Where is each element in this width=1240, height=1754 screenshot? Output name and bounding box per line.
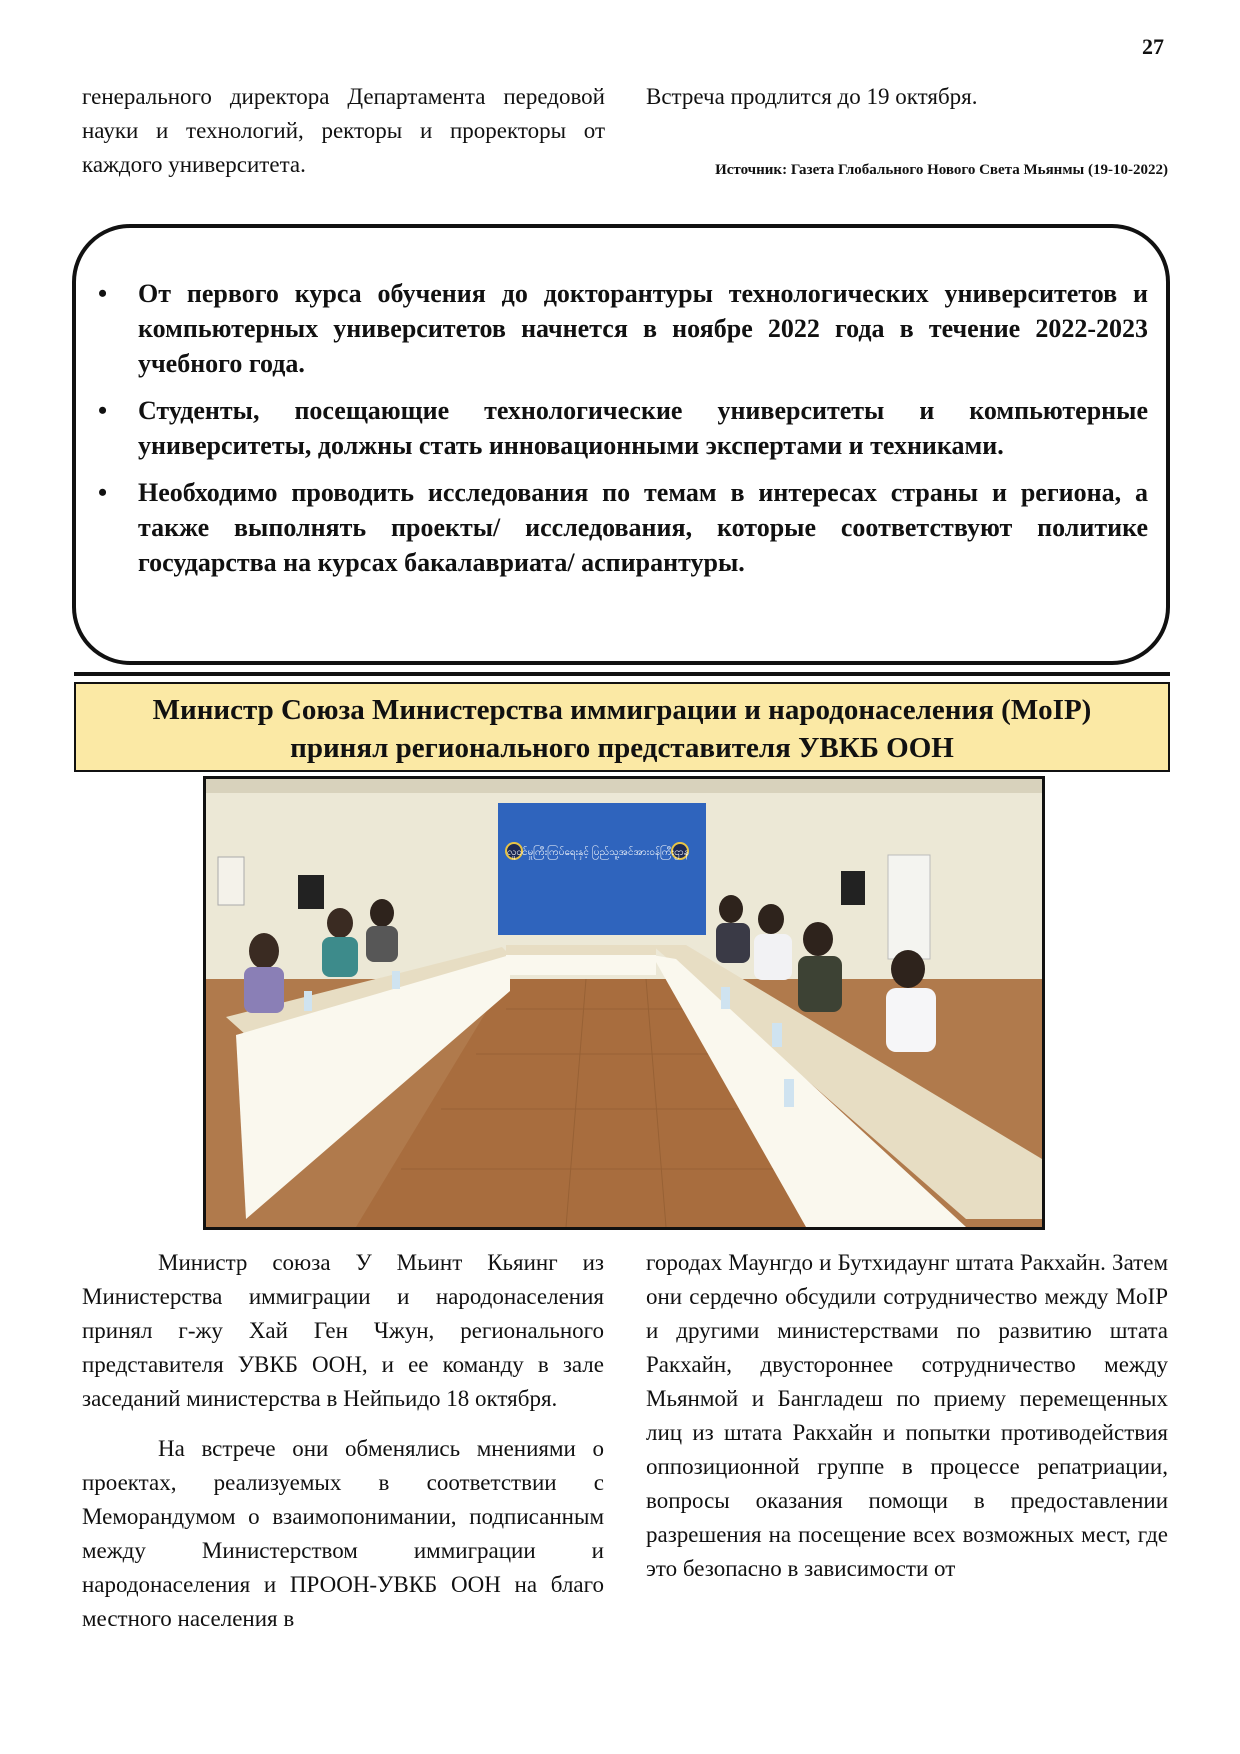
highlight-item: • Студенты, посещающие технологические университеты и компьютерные университеты, должны стать инновационными экспертами и техниками. — [96, 393, 1148, 463]
article-paragraph-continued: городах Маунгдо и Бутхидаунг штата Ракхайн. Затем они сердечно обсудили сотрудничество между MoIP и другими министерствами по развитию штата Ракхайн, двустороннее сотрудничество между Мьянмой и Бангладеш по приему перемещенных лиц из штата Ракхайн и попытки противодействия оппозиционной группе в процессе репатриации, вопросы оказания помощи в предоставлении разрешения на посещение всех возможных мест, где это безопасно в зависимости от — [646, 1250, 1168, 1581]
top-right-text: Встреча продлится до 19 октября. — [646, 84, 978, 109]
page-number: 27 — [1142, 34, 1164, 59]
meeting-photo — [203, 776, 1045, 1230]
article-left-column — [82, 1246, 604, 1636]
blue-screen — [498, 803, 706, 935]
section-divider — [74, 672, 1170, 676]
top-right-column — [646, 80, 1168, 114]
screen-caption: လူဝင်မှုကြီးကြပ်ရေးနှင့် ပြည်သူ့အင်အားဝန်ကြီးဌာန — [507, 847, 689, 858]
top-left-text: генерального директора Департамента передовой науки и технологий, ректоры и проректоры от каждого университета. — [82, 84, 605, 177]
highlight-item: • От первого курса обучения до докторантуры технологических университетов и компьютерных университетов начнется в ноябре 2022 года в течение 2022-2023 учебного года. — [96, 276, 1148, 381]
headline-line-2: принял регионального представителя УВКБ ООН — [290, 732, 954, 764]
article-right-column — [646, 1246, 1168, 1586]
article-paragraph: На встрече они обменялись мнениями о проектах, реализуемых в соответствии с Меморандумом о взаимопонимании, подписанным между Министерством иммиграции и народонаселения и ПРООН-УВКБ ООН на благо местного населения в — [82, 1436, 604, 1631]
headline-line-1: Министр Союза Министерства иммиграции и народонаселения (MoIP) — [152, 694, 1092, 726]
source-citation: Источник: Газета Глобального Нового Света Мьянмы (19-10-2022) — [715, 162, 1168, 178]
top-left-column — [82, 80, 605, 182]
article-paragraph: Министр союза У Мьинт Кьяинг из Министерства иммиграции и народонаселения принял г-жу Хай Ген Чжун, регионального представителя УВКБ ООН, и ее команду в зале заседаний министерства в Нейпьидо 18 октября. — [82, 1250, 604, 1411]
article-headline — [74, 682, 1170, 772]
highlights-list — [96, 276, 1148, 592]
highlight-item: • Необходимо проводить исследования по темам в интересах страны и региона, а также выполнять проекты/ исследования, которые соответствуют политике государства на курсах бакалавриата/ аспирантуры. — [96, 475, 1148, 580]
